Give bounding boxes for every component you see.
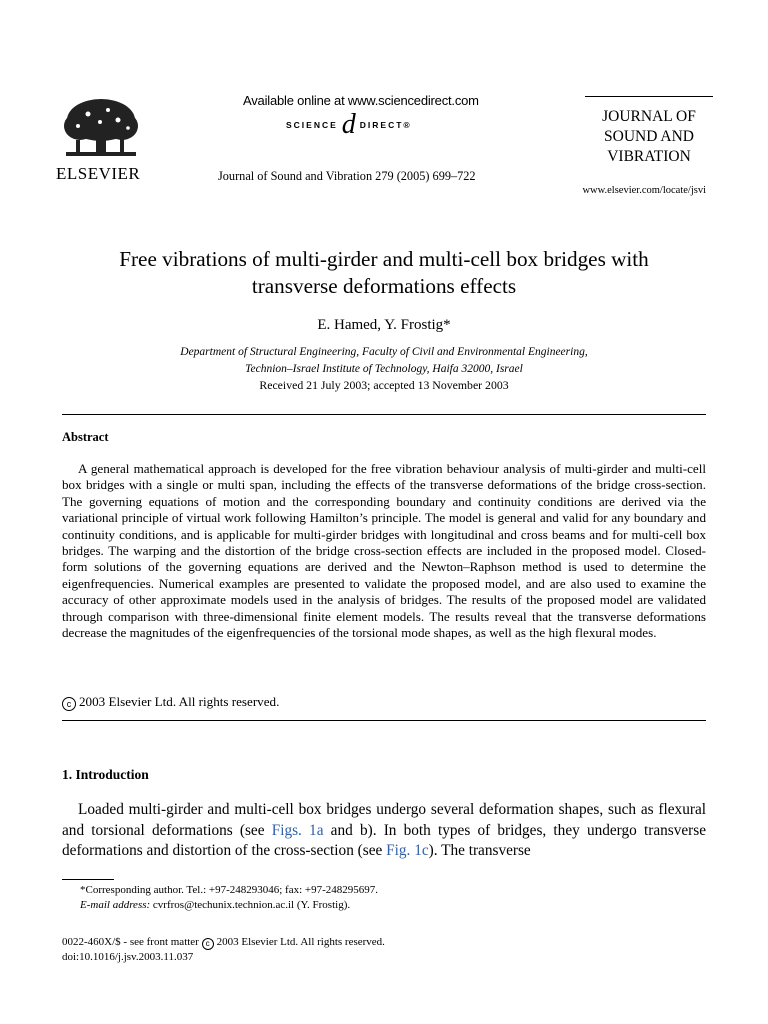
section-heading-introduction: 1. Introduction: [62, 767, 149, 782]
intro-text: and b). In both types of bridges, they undergo transverse deformations and distortion of the cross-section (see: [62, 821, 706, 859]
title-line: Free vibrations of multi-girder and multi-cell box bridges with: [119, 247, 649, 271]
authors: E. Hamed, Y. Frostig*: [317, 317, 451, 333]
doi[interactable]: doi:10.1016/j.jsv.2003.11.037: [62, 951, 194, 963]
elsevier-tree-icon: [58, 96, 144, 162]
journal-name-line: SOUND AND: [604, 128, 694, 145]
copyright-icon: c: [202, 938, 214, 950]
title-line: transverse deformations effects: [251, 274, 517, 298]
sd-science-text: SCIENCE: [286, 120, 338, 130]
intro-text: ). The transverse: [428, 842, 531, 859]
footnote-divider: [62, 879, 114, 880]
affiliation-line: Technion–Israel Institute of Technology, Haifa 32000, Israel: [245, 363, 523, 375]
intro-text: Loaded multi-girder and multi-cell box bridges undergo several deformation shapes, such as flexural and torsional deformations (see: [62, 801, 706, 839]
affiliation-line: Department of Structural Engineering, Faculty of Civil and Environmental Engineering,: [180, 346, 588, 358]
issn-copyright: 2003 Elsevier Ltd. All rights reserved.: [216, 936, 385, 948]
journal-reference: Journal of Sound and Vibration 279 (2005) 699–722: [218, 169, 476, 183]
sd-direct-text: DIRECT®: [359, 120, 412, 130]
figure-link-1c[interactable]: Fig. 1c: [386, 842, 429, 859]
email-address: cvrfros@techunix.technion.ac.il (Y. Frostig).: [150, 899, 351, 911]
issn-text: 0022-460X/$ - see front matter: [62, 936, 202, 948]
corresponding-author-note: *Corresponding author. Tel.: +97-248293046; fax: +97-248295697.: [80, 884, 379, 896]
journal-name-line: VIBRATION: [607, 148, 691, 165]
received-dates: Received 21 July 2003; accepted 13 November 2003: [259, 378, 509, 392]
divider: [62, 414, 706, 415]
abstract-heading: Abstract: [62, 430, 109, 444]
email-note: [80, 899, 350, 911]
affiliation: [50, 344, 718, 378]
publisher-name: ELSEVIER: [56, 164, 141, 183]
abstract-body: A general mathematical approach is developed for the free vibration behaviour analysis of multi-girder and multi-cell box bridges with a single or multi span, including the effects of the transverse deformations of the bridge cross-section. The governing equations of motion and the corresponding boundary and continuity conditions are derived via the variational principle of virtual work following Hamilton’s principle. The model is general and valid for any boundary and continuity conditions, and is applicable for multi-girder bridges with longitudinal and cross beams and for multi-cell box bridges. The warping and the distortion of the bridge cross-section effects are included in the proposed model. Closed-form solutions of the governing equations are derived and the Newton–Raphson method is used to determine the eigenfrequencies. Numerical examples are presented to validate the proposed model, and are also used to examine the accuracy of other approximate models used in the analysis of bridges. The results of the proposed model are validated through comparison with three-dimensional finite element models. The results reveal that the transverse deformations decrease the magnitudes of the eigenfrequencies of the torsional mode shapes, as well as the high flexural modes.: [62, 461, 706, 641]
available-online-text: Available online at www.sciencedirect.com: [243, 93, 479, 108]
sciencedirect-logo: [286, 109, 412, 140]
sd-at-icon: d: [341, 109, 356, 140]
issn-line: [62, 936, 385, 950]
journal-name-line: JOURNAL OF: [602, 108, 696, 125]
article-title: [50, 246, 718, 300]
divider: [62, 720, 706, 721]
copyright-text: 2003 Elsevier Ltd. All rights reserved.: [79, 694, 280, 709]
figure-link-1a[interactable]: Figs. 1a: [271, 821, 324, 839]
email-label: E-mail address:: [80, 899, 151, 911]
abstract-copyright: [62, 694, 279, 711]
introduction-paragraph: [62, 800, 706, 862]
journal-name: [585, 96, 713, 167]
journal-url: www.elsevier.com/locate/jsvi: [582, 185, 706, 196]
copyright-icon: c: [62, 697, 76, 711]
